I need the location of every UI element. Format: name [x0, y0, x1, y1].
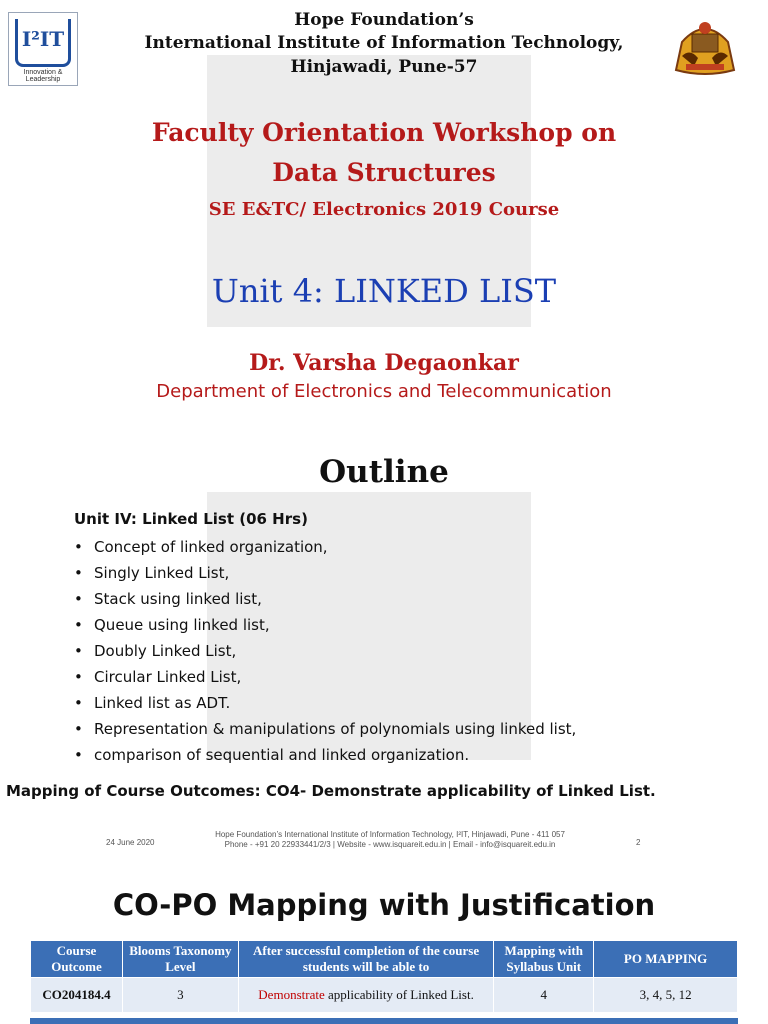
author-name: Dr. Varsha Degaonkar [249, 350, 519, 376]
outcome-description-cell [238, 978, 494, 1013]
university-seal-logo [668, 12, 742, 78]
table-row [31, 978, 738, 1013]
workshop-title-line-2: Data Structures [272, 158, 496, 187]
list-item: • Concept of linked organization, [74, 534, 576, 560]
list-item: • Representation & manipulations of polynomials using linked list, [74, 716, 576, 742]
unit-title: Unit 4: LINKED LIST [211, 272, 557, 310]
list-item: • comparison of sequential and linked organization. [74, 742, 576, 768]
blooms-level-cell: 3 [122, 978, 238, 1013]
list-item: • Doubly Linked List, [74, 638, 576, 664]
column-header: Course Outcome [31, 941, 123, 978]
column-header: Mapping with Syllabus Unit [494, 941, 594, 978]
po-mapping-cell: 3, 4, 5, 12 [594, 978, 738, 1013]
footer-address: Hope Foundation’s International Institute of Information Technology, I²IT, Hinjawadi, Pune - 411 057 [215, 830, 565, 839]
footer-phone-web: Phone - +91 20 22933441/2/3 | Website - www.isquareit.edu.in | Email - info@isquareit.edu.in [224, 840, 556, 849]
i2it-logo-tagline: Innovation & Leadership [23, 69, 63, 83]
course-outcome-mapping: Mapping of Course Outcomes: CO4- Demonstrate applicability of Linked List. [6, 782, 656, 800]
table-header-row [31, 941, 738, 978]
i2it-logo-mark: I²IT [15, 19, 71, 67]
i2it-logo [8, 12, 78, 86]
outcome-text: applicability of Linked List. [324, 987, 474, 1002]
outline-title: Outline [319, 454, 449, 490]
department-name: Department of Electronics and Telecommunication [156, 381, 612, 402]
column-header: PO MAPPING [594, 941, 738, 978]
list-item: • Linked list as ADT. [74, 690, 576, 716]
bullet-icon: • [74, 616, 83, 634]
course-subtitle: SE E&TC/ Electronics 2019 Course [208, 199, 560, 220]
page-number: 2 [636, 838, 641, 847]
outline-slide [0, 440, 768, 860]
copo-slide [0, 868, 768, 1024]
footer-contact [160, 830, 620, 850]
bullet-icon: • [74, 694, 83, 712]
bullet-icon: • [74, 642, 83, 660]
outline-bullet-list [74, 534, 576, 768]
list-item: • Queue using linked list, [74, 612, 576, 638]
title-slide [0, 0, 768, 420]
course-outcome-cell: CO204184.4 [31, 978, 123, 1013]
bullet-icon: • [74, 720, 83, 738]
copo-table [30, 940, 738, 1013]
action-verb: Demonstrate [258, 987, 325, 1002]
copo-title: CO-PO Mapping with Justification [112, 888, 656, 922]
list-item: • Singly Linked List, [74, 560, 576, 586]
institute-line-1: Hope Foundation’s [294, 10, 474, 30]
bullet-icon: • [74, 590, 83, 608]
bullet-icon: • [74, 564, 83, 582]
syllabus-unit-cell: 4 [494, 978, 594, 1013]
unit-heading: Unit IV: Linked List (06 Hrs) [74, 510, 308, 528]
workshop-title-line-1: Faculty Orientation Workshop on [151, 118, 617, 147]
bullet-icon: • [74, 746, 83, 764]
next-table-header-edge [30, 1018, 738, 1024]
bullet-icon: • [74, 668, 83, 686]
footer-date: 24 June 2020 [106, 838, 155, 847]
column-header: After successful completion of the course students will be able to [238, 941, 494, 978]
column-header: Blooms Taxonomy Level [122, 941, 238, 978]
list-item: • Stack using linked list, [74, 586, 576, 612]
institute-line-3: Hinjawadi, Pune-57 [290, 57, 478, 77]
bullet-icon: • [74, 538, 83, 556]
list-item: • Circular Linked List, [74, 664, 576, 690]
institute-line-2: International Institute of Information Technology, [144, 33, 624, 53]
